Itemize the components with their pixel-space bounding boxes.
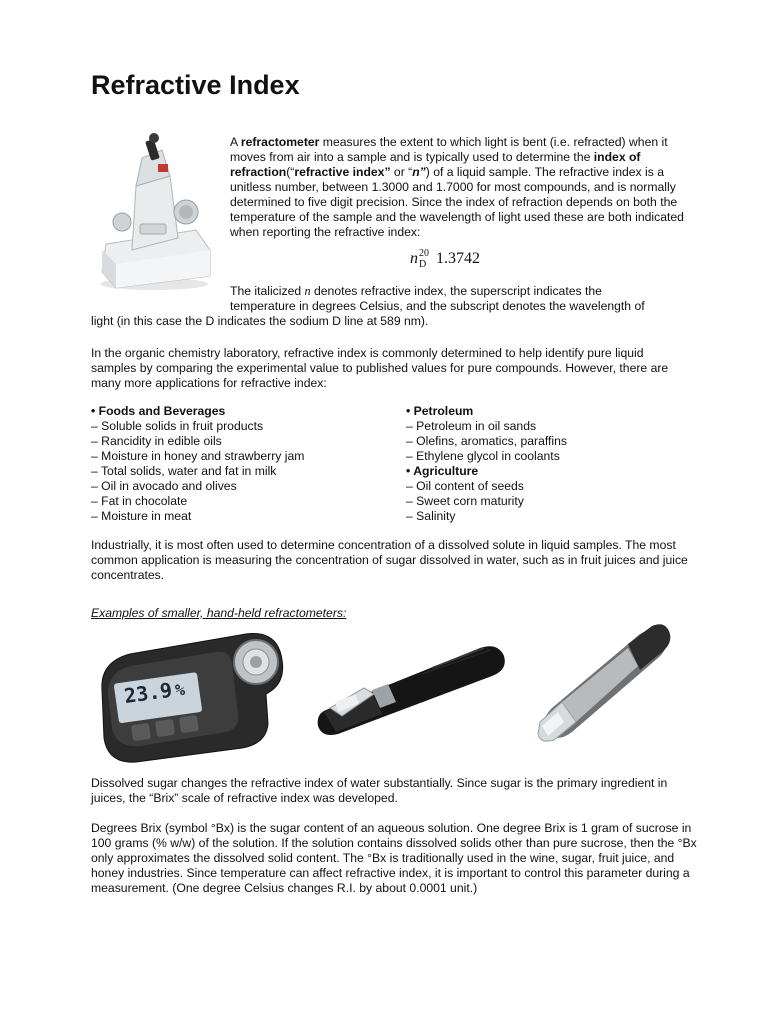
list-item: – Fat in chocolate [91,494,188,508]
formula-temperature: 20 [419,248,429,259]
list-item: – Sweet corn maturity [406,494,524,508]
display-unit: % [173,679,187,701]
n-symbol: n [304,284,311,298]
silver-refractometer-icon [532,622,672,744]
formula-value: 1.3742 [436,250,480,267]
explanation-text: temperature in degrees Celsius, and the subscript denotes the wavelength of [230,299,645,313]
refractometer-term: refractometer [240,135,320,149]
petroleum-agriculture-list [406,404,567,524]
display-reading: 23.9 [122,677,174,709]
list-heading: • Agriculture [406,464,479,478]
industrial-paragraph: Industrially, it is most often used to determine concentration of a dissolved solute in liquid samples. The most common application is measuring the concentration of sugar dissolved in water, such as in fruit juices and juice concentrates. [91,538,688,582]
explanation-text: The italicized [230,284,305,298]
list-heading: • Foods and Beverages [91,404,226,418]
intro-text: measures the extent to which light is bent (i.e. refracted) when it moves from air into a sample and is typically used to determine the [230,135,668,164]
brix-paragraph: Degrees Brix (symbol °Bx) is the sugar content of an aqueous solution. One degree Brix is 1 gram of sucrose in 100 grams (% w/w) of the solution. If the solution contains dissolved solids other than pure sucrose, then the °Bx only approximates the dissolved solid content. The °Bx is traditionally used in the wine, sugar, fruit juice, and honey industries. Since temperature can affect refractive index, it is important to control this parameter during a measurement. (One degree Celsius changes R.I. by about 0.0001 unit.) [91,821,697,895]
list-item: – Salinity [406,509,456,523]
intro-text: ) of a liquid sample. The refractive index is a unitless number, between 1.3000 and 1.7000 for most compounds, and is normally determined to five digit precision. Since the index of refraction depends on both the temperature of the sample and the wavelength of light used these are both indicated when reporting the refractive index: [230,165,684,239]
silver-refractometer-image [532,622,672,744]
list-item: – Oil content of seeds [406,479,524,493]
digital-refractometer-image [96,628,284,764]
formula-symbol: n [410,250,418,267]
formula-wavelength: D [419,259,427,270]
refractive-index-term: refractive index” [294,165,391,179]
index-of-refraction-term: index of refraction [230,150,641,179]
explanation-text: denotes refractive index, the superscript indicates the [310,284,602,298]
intro-paragraph [230,135,690,240]
black-refractometer-icon [312,628,512,736]
page-title: Refractive Index [91,70,300,100]
explanation-text: light (in this case the D indicates the sodium D line at 589 nm). [91,314,429,328]
list-heading: • Petroleum [406,404,474,418]
list-item: – Rancidity in edible oils [91,434,222,448]
list-item: – Total solids, water and fat in milk [91,464,277,478]
list-item: – Ethylene glycol in coolants [406,449,560,463]
list-item: – Moisture in honey and strawberry jam [91,449,305,463]
list-item: – Oil in avocado and olives [91,479,237,493]
refractive-index-formula [410,250,480,268]
intro-text: A [230,135,241,149]
sugar-paragraph: Dissolved sugar changes the refractive index of water substantially. Since sugar is the primary ingredient in juices, the “Brix” scale of refractive index was developed. [91,776,668,805]
intro-text: or “ [390,165,413,179]
list-item: – Petroleum in oil sands [406,419,537,433]
formula-explanation [91,284,691,329]
list-item: – Moisture in meat [91,509,192,523]
abbe-refractometer-icon [92,126,214,292]
n-symbol: n” [412,165,426,179]
intro-text: (“ [286,165,295,179]
abbe-refractometer-image [92,126,214,292]
foods-beverages-list [91,404,304,524]
list-item: – Soluble solids in fruit products [91,419,264,433]
black-refractometer-image [312,628,512,736]
examples-heading: Examples of smaller, hand-held refractometers: [91,606,347,620]
list-item: – Olefins, aromatics, paraffins [406,434,567,448]
organic-chemistry-paragraph: In the organic chemistry laboratory, refractive index is commonly determined to help identify pure liquid samples by comparing the experimental value to published values for pure compounds. However, there are many more applications for refractive index: [91,346,669,390]
